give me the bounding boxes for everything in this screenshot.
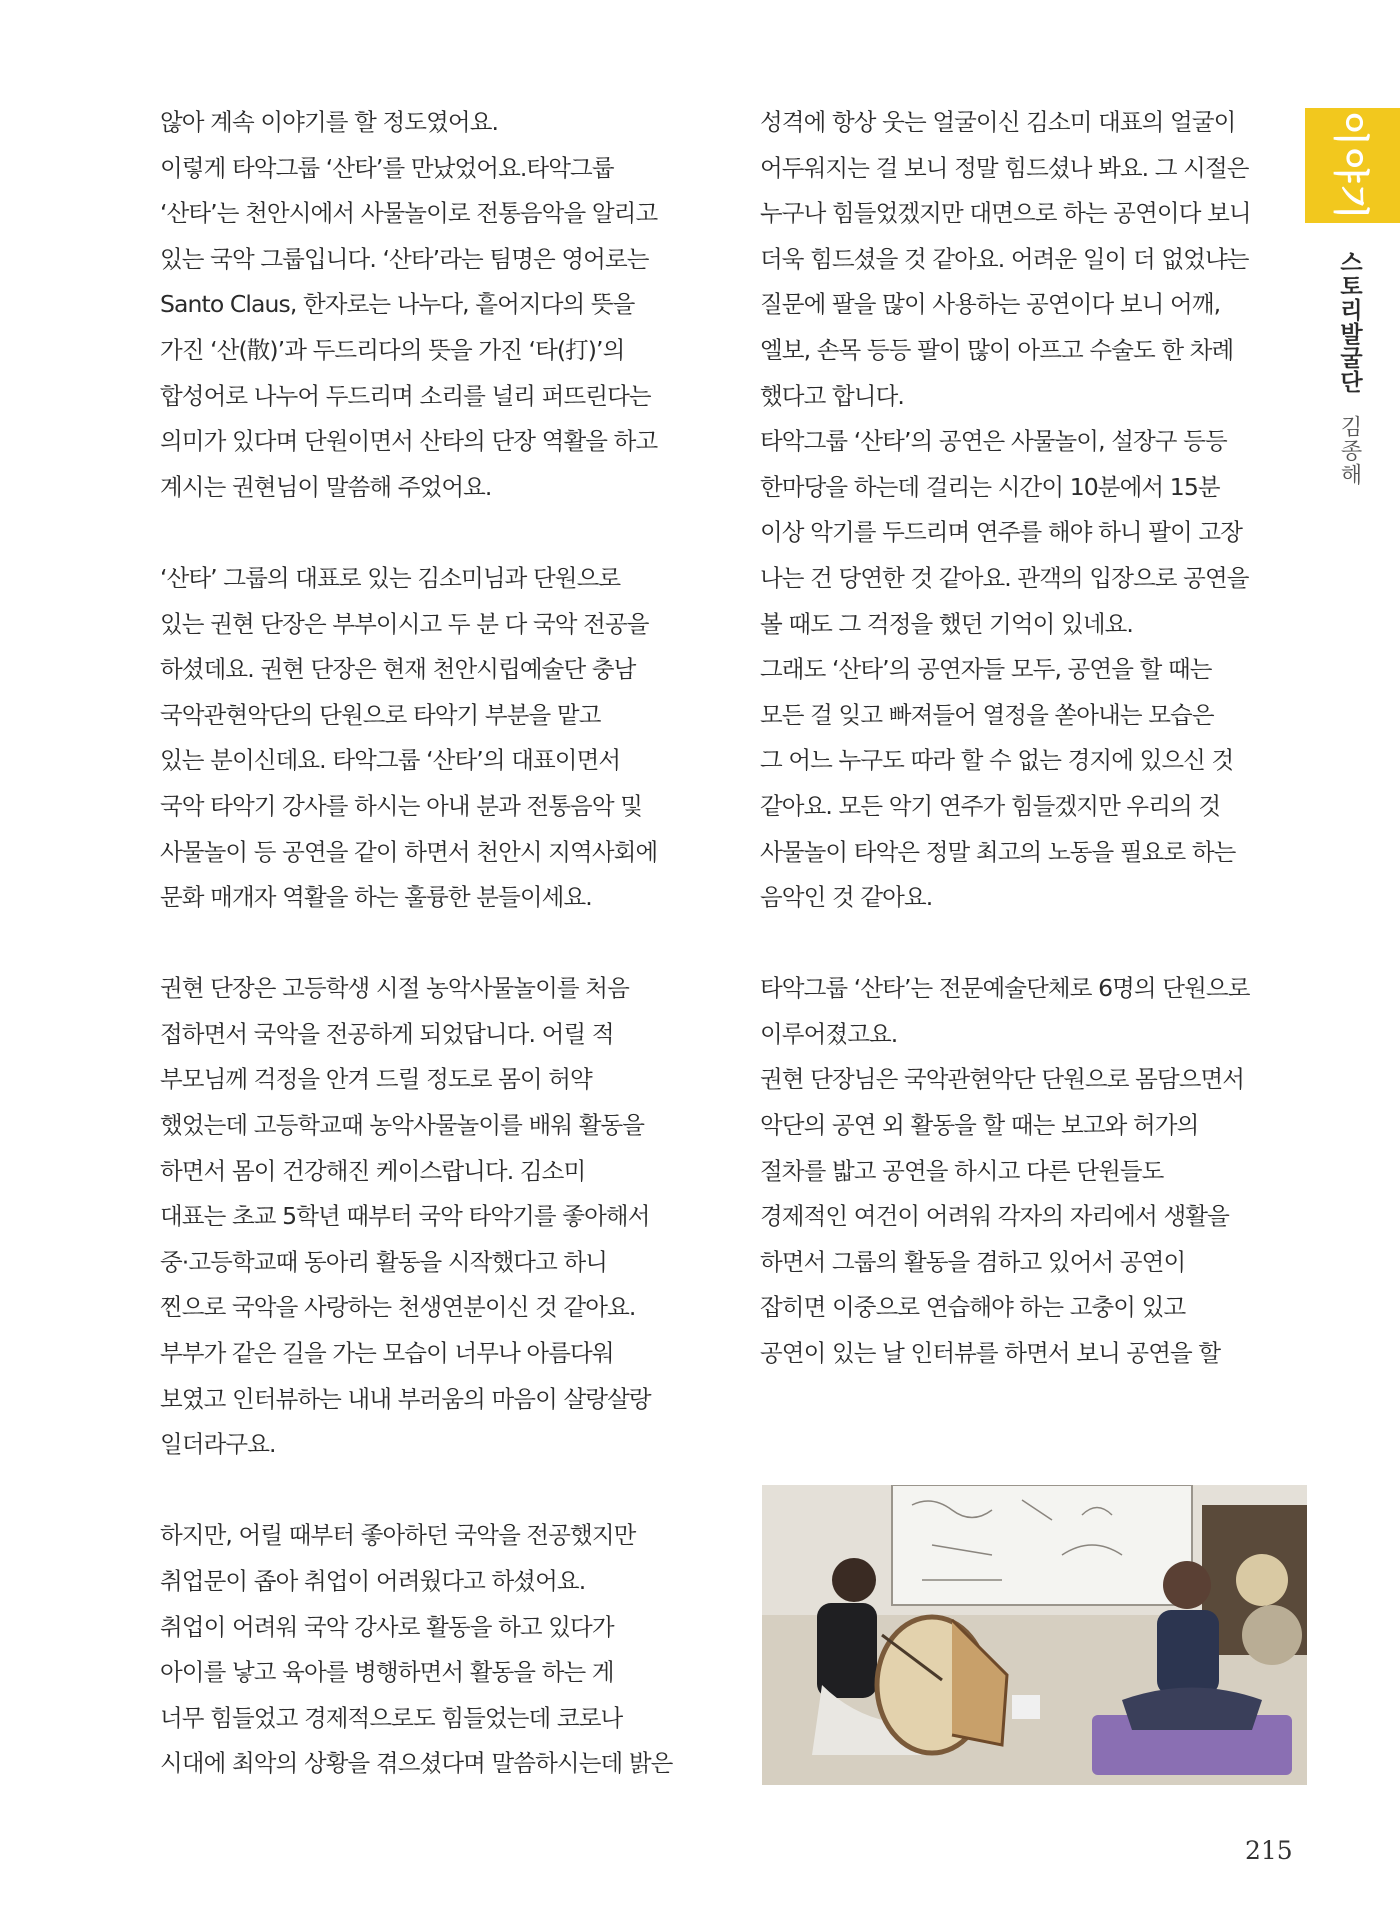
right-column-text-line: 타악그룹 ‘산타’는 전문예술단체로 6명의 단원으로 bbox=[760, 974, 1250, 1003]
left-column-text-line: 부부가 같은 길을 가는 모습이 너무나 아름다워 bbox=[160, 1339, 614, 1368]
right-column-text-line: 질문에 팔을 많이 사용하는 공연이다 보니 어깨, bbox=[760, 290, 1221, 319]
right-column-text-line: 그래도 ‘산타’의 공연자들 모두, 공연을 할 때는 bbox=[760, 655, 1212, 684]
right-column-text-line: 잡히면 이중으로 연습해야 하는 고충이 있고 bbox=[760, 1293, 1186, 1322]
right-column-text-line: 엘보, 손목 등등 팔이 많이 아프고 수술도 한 차례 bbox=[760, 335, 1234, 364]
left-column-text-line: Santo Claus, 한자로는 나누다, 흩어지다의 뜻을 bbox=[160, 290, 635, 319]
left-column-text-line: 국악관현악단의 단원으로 타악기 부분을 맡고 bbox=[160, 700, 601, 729]
left-column-text-line: 계시는 권현님이 말씀해 주었어요. bbox=[160, 472, 492, 501]
left-column-text-line: ‘산타’는 천안시에서 사물놀이로 전통음악을 알리고 bbox=[160, 199, 658, 228]
left-column-text-line: 찐으로 국악을 사랑하는 천생연분이신 것 같아요. bbox=[160, 1293, 636, 1322]
left-column-paragraph-gap bbox=[160, 921, 720, 967]
right-column-text-line: 같아요. 모든 악기 연주가 힘들겠지만 우리의 것 bbox=[760, 791, 1221, 820]
left-column-text-line: 가진 ‘산(散)’과 두드리다의 뜻을 가진 ‘타(打)’의 bbox=[160, 335, 625, 364]
left-column-text-line: 합성어로 나누어 두드리며 소리를 널리 퍼뜨린다는 bbox=[160, 381, 651, 410]
left-column-text-line: 하셨데요. 권현 단장은 현재 천안시립예술단 충남 bbox=[160, 655, 636, 684]
side-header-author: 김종해 bbox=[1337, 415, 1362, 488]
left-column-text-line: 이렇게 타악그룹 ‘산타’를 만났었어요.타악그룹 bbox=[160, 153, 614, 182]
left-column-text-line: 취업문이 좁아 취업이 어려웠다고 하셨어요. bbox=[160, 1567, 586, 1595]
side-header-title: 스토리발굴단 bbox=[1336, 250, 1362, 394]
section-tab-label: 이야기 bbox=[1329, 110, 1370, 221]
left-column-text-line: 접하면서 국악을 전공하게 되었답니다. 어릴 적 bbox=[160, 1019, 614, 1048]
right-column-text-line: 한마당을 하는데 걸리는 시간이 10분에서 15분 bbox=[760, 472, 1220, 501]
left-column-text-line: 있는 국악 그룹입니다. ‘산타’라는 팀명은 영어로는 bbox=[160, 244, 649, 273]
right-column-text-line: 음악인 것 같아요. bbox=[760, 883, 933, 912]
left-column-text-line: 사물놀이 등 공연을 같이 하면서 천안시 지역사회에 bbox=[160, 837, 658, 866]
right-column-text-line: 하면서 그룹의 활동을 겸하고 있어서 공연이 bbox=[760, 1247, 1186, 1276]
right-column-paragraph-gap bbox=[760, 921, 1290, 967]
left-column-text-line: 국악 타악기 강사를 하시는 아내 분과 전통음악 및 bbox=[160, 791, 643, 820]
left-column-text-line: 있는 권현 단장은 부부이시고 두 분 다 국악 전공을 bbox=[160, 609, 649, 638]
right-column-text-line: 볼 때도 그 걱정을 했던 기억이 있네요. bbox=[760, 609, 1134, 638]
right-column-text-line: 했다고 합니다. bbox=[760, 381, 904, 410]
right-column-text-line: 그 어느 누구도 따라 할 수 없는 경지에 있으신 것 bbox=[760, 746, 1234, 775]
right-column-text-line: 누구나 힘들었겠지만 대면으로 하는 공연이다 보니 bbox=[760, 199, 1251, 228]
left-column-text-line: 권현 단장은 고등학생 시절 농악사물놀이를 처음 bbox=[160, 974, 629, 1003]
right-column-text-line: 공연이 있는 날 인터뷰를 하면서 보니 공연을 할 bbox=[760, 1339, 1221, 1368]
right-text-column bbox=[760, 100, 1290, 1377]
left-column-text-line: 문화 매개자 역활을 하는 훌륭한 분들이세요. bbox=[160, 883, 592, 912]
left-column-text-line: 있는 분이신데요. 타악그룹 ‘산타’의 대표이면서 bbox=[160, 746, 621, 775]
left-column-text-line: 부모님께 걱정을 안겨 드릴 정도로 몸이 허약 bbox=[160, 1065, 592, 1094]
right-column-text-line: 나는 건 당연한 것 같아요. 관객의 입장으로 공연을 bbox=[760, 563, 1249, 592]
left-text-column bbox=[160, 100, 720, 1787]
right-column-text-line: 악단의 공연 외 활동을 할 때는 보고와 허가의 bbox=[760, 1111, 1199, 1140]
left-column-paragraph-gap bbox=[160, 1468, 720, 1514]
left-column-text-line: 아이를 낳고 육아를 병행하면서 활동을 하는 게 bbox=[160, 1658, 614, 1687]
left-column-text-line: 하지만, 어릴 때부터 좋아하던 국악을 전공했지만 bbox=[160, 1521, 636, 1550]
right-column-text-line: 경제적인 여건이 어려워 각자의 자리에서 생활을 bbox=[760, 1202, 1229, 1231]
right-column-text-line: 어두워지는 걸 보니 정말 힘드셨나 봐요. 그 시절은 bbox=[760, 153, 1249, 182]
side-header bbox=[1333, 250, 1366, 487]
right-column-text-line: 타악그룹 ‘산타’의 공연은 사물놀이, 설장구 등등 bbox=[760, 427, 1227, 456]
right-column-text-line: 권현 단장님은 국악관현악단 단원으로 몸담으면서 bbox=[760, 1065, 1245, 1094]
left-column-text-line: 시대에 최악의 상황을 겪으셨다며 말씀하시는데 밝은 bbox=[160, 1749, 673, 1778]
section-tab bbox=[1305, 108, 1400, 223]
left-column-text-line: ‘산타’ 그룹의 대표로 있는 김소미님과 단원으로 bbox=[160, 563, 621, 592]
left-column-text-line: 일더라구요. bbox=[160, 1430, 276, 1459]
right-column-text-line: 절차를 밟고 공연을 하시고 다른 단원들도 bbox=[760, 1156, 1164, 1185]
left-column-text-line: 취업이 어려워 국악 강사로 활동을 하고 있다가 bbox=[160, 1612, 614, 1641]
left-column-text-line: 않아 계속 이야기를 할 정도였어요. bbox=[160, 108, 499, 136]
right-column-text-line: 성격에 항상 웃는 얼굴이신 김소미 대표의 얼굴이 bbox=[760, 108, 1236, 136]
left-column-text-line: 보였고 인터뷰하는 내내 부러움의 마음이 살랑살랑 bbox=[160, 1384, 651, 1413]
left-column-text-line: 대표는 초교 5학년 때부터 국악 타악기를 좋아해서 bbox=[160, 1202, 650, 1231]
photo-illustration bbox=[762, 1485, 1307, 1785]
performance-photo bbox=[762, 1485, 1307, 1785]
left-column-text-line: 하면서 몸이 건강해진 케이스랍니다. 김소미 bbox=[160, 1156, 586, 1185]
right-column-text-line: 이상 악기를 두드리며 연주를 해야 하니 팔이 고장 bbox=[760, 518, 1243, 547]
right-column-text-line: 사물놀이 타악은 정말 최고의 노동을 필요로 하는 bbox=[760, 837, 1236, 866]
right-column-text-line: 더욱 힘드셨을 것 같아요. 어려운 일이 더 없었냐는 bbox=[760, 244, 1249, 273]
left-column-text-line: 중·고등학교때 동아리 활동을 시작했다고 하니 bbox=[160, 1247, 608, 1276]
left-column-text-line: 했었는데 고등학교때 농악사물놀이를 배워 활동을 bbox=[160, 1111, 645, 1140]
right-column-text-line: 모든 걸 잊고 빠져들어 열정을 쏟아내는 모습은 bbox=[760, 700, 1214, 729]
left-column-text-line: 의미가 있다며 단원이면서 산타의 단장 역활을 하고 bbox=[160, 427, 658, 456]
right-column-text-line: 이루어졌고요. bbox=[760, 1019, 898, 1048]
left-column-text-line: 너무 힘들었고 경제적으로도 힘들었는데 코로나 bbox=[160, 1703, 623, 1732]
left-column-paragraph-gap bbox=[160, 510, 720, 556]
page-number: 215 bbox=[1245, 1836, 1293, 1865]
